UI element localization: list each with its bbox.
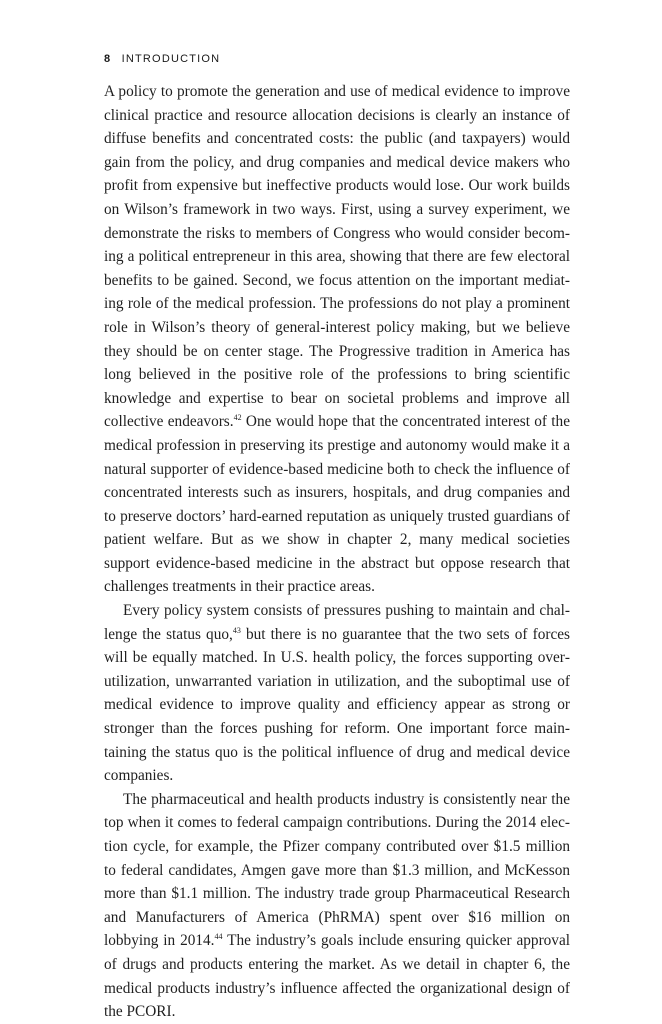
running-head	[104, 53, 220, 65]
body-text	[104, 80, 570, 1024]
paragraph-text: Every policy system consists of pressures pushing to maintain and challenge the status quo,	[104, 602, 570, 643]
footnote-ref-42: 42	[233, 413, 242, 423]
paragraph-1	[104, 80, 570, 599]
paragraph-text: A policy to promote the generation and use of medical evidence to improve clinical practice and resource allocation decisions is clearly an instance of diffuse benefits and concentrated costs: the public (and taxpayers) would gain from the policy, and drug companies and medical device makers who profit from expensive but ineffective products would lose. Our work builds on Wilson’s framework in two ways. First, using a survey experiment, we demonstrate the risks to members of Congress who would consider becoming a political entrepreneur in this area, showing that there are few electoral benefits to be gained. Second, we focus attention on the important mediating role of the medical profession. The professions do not play a prominent role in Wilson’s theory of general-interest policy making, but we believe they should be on center stage. The Progressive tradition in America has long believed in the positive role of the professions to bring scientific knowledge and expertise to bear on societal problems and improve all collective endeavors.	[104, 83, 570, 431]
footnote-ref-43: 43	[232, 625, 241, 635]
paragraph-2	[104, 599, 570, 788]
footnote-ref-44: 44	[214, 932, 223, 942]
chapter-title: INTRODUCTION	[121, 53, 221, 65]
paragraph-text: One would hope that the concentrated interest of the medical profession in preserving its prestige and autonomy would make it a natural supporter of evidence-based medicine both to check the influence of concentrated interests such as insurers, hospitals, and drug companies and to preserve doctors’ hard-earned reputation as uniquely trusted guardians of patient welfare. But as we show in chapter 2, many medical societies support evidence-based medicine in the abstract but oppose research that challenges treatments in their practice areas.	[104, 413, 570, 596]
page-number: 8	[104, 53, 112, 65]
paragraph-text: The industry’s goals include ensuring quicker approval of drugs and products entering the market. As we detail in chapter 6, the medical products industry’s influence affected the organizational design of the PCORI.	[104, 932, 570, 1021]
paragraph-text: The pharmaceutical and health products industry is consistently near the top when it comes to federal campaign contributions. During the 2014 election cycle, for example, the Pfizer company contributed over $1.5 million to federal candidates, Amgen gave more than $1.3 million, and McKesson more than $1.1 million. The industry trade group Pharmaceutical Research and Manufacturers of America (PhRMA) spent over $16 million on lobbying in 2014.	[104, 790, 570, 950]
paragraph-3	[104, 788, 570, 1024]
paragraph-text: but there is no guarantee that the two sets of forces will be equally matched. In U.S. health policy, the forces supporting overutilization, unwarranted variation in utilization, and the suboptimal use of medical evidence to improve quality and efficiency appear as strong or stronger than the forces pushing for reform. One important force maintaining the status quo is the political influence of drug and medical device companies.	[104, 625, 570, 785]
